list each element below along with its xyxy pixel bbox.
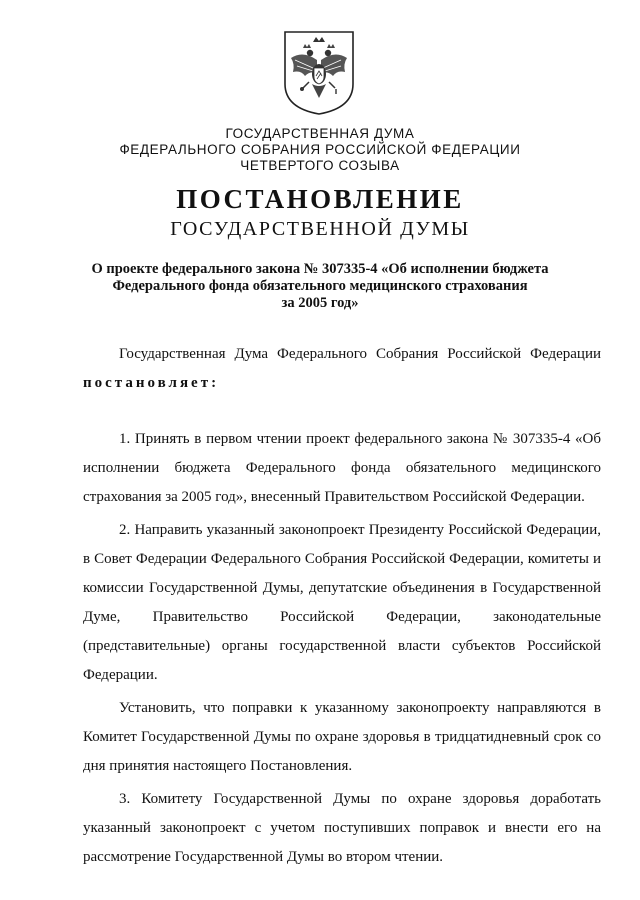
resolution-body [83, 425, 601, 872]
paragraph-item-2: 2. Направить указанный законопроект Президенту Российской Федерации, в Совет Федерации Федерального Собрания Российской Федерации, комитеты и комиссии Государственной Думы, депутатские объединения в Государственной Думе, Правительство Российской Федерации, законодательные (представительные) органы государственной власти субъектов Российской Федерации. [83, 522, 601, 683]
subject-line-2: Федерального фонда обязательного медицинского страхования [112, 278, 528, 294]
header-line-2: ФЕДЕРАЛЬНОГО СОБРАНИЯ РОССИЙСКОЙ ФЕДЕРАЦИИ [119, 142, 521, 157]
preamble-paragraph [83, 340, 601, 398]
preamble-verb: постановляет: [83, 375, 220, 391]
document-issuer-title: ГОСУДАРСТВЕННОЙ ДУМЫ [170, 218, 470, 240]
document-type-title: ПОСТАНОВЛЕНИЕ [176, 184, 464, 214]
preamble-text: Государственная Дума Федерального Собрания Российской Федерации [119, 346, 601, 362]
paragraph-item-1: 1. Принять в первом чтении проект федерального закона № 307335-4 «Об исполнении бюджета Федерального фонда обязательного медицинского страхования за 2005 год», внесенный Правительством Российской Федерации. [83, 431, 601, 505]
paragraph-amendments: Установить, что поправки к указанному законопроекту направляются в Комитет Государственной Думы по охране здоровья в тридцатидневный срок со дня принятия настоящего Постановления. [83, 700, 601, 774]
document-subject [60, 261, 580, 312]
coat-of-arms-icon [283, 30, 355, 116]
header-line-1: ГОСУДАРСТВЕННАЯ ДУМА [225, 126, 415, 141]
preamble [83, 340, 601, 398]
subject-line-3: за 2005 год» [281, 295, 359, 311]
header-line-3: ЧЕТВЕРТОГО СОЗЫВА [240, 158, 400, 173]
subject-line-1: О проекте федерального закона № 307335-4 «Об исполнении бюджета [91, 261, 549, 277]
paragraph-item-3: 3. Комитету Государственной Думы по охране здоровья доработать указанный законопроект с учетом поступивших поправок и внести его на рассмотрение Государственной Думы во втором чтении. [83, 791, 601, 865]
issuing-body-header [0, 126, 640, 174]
